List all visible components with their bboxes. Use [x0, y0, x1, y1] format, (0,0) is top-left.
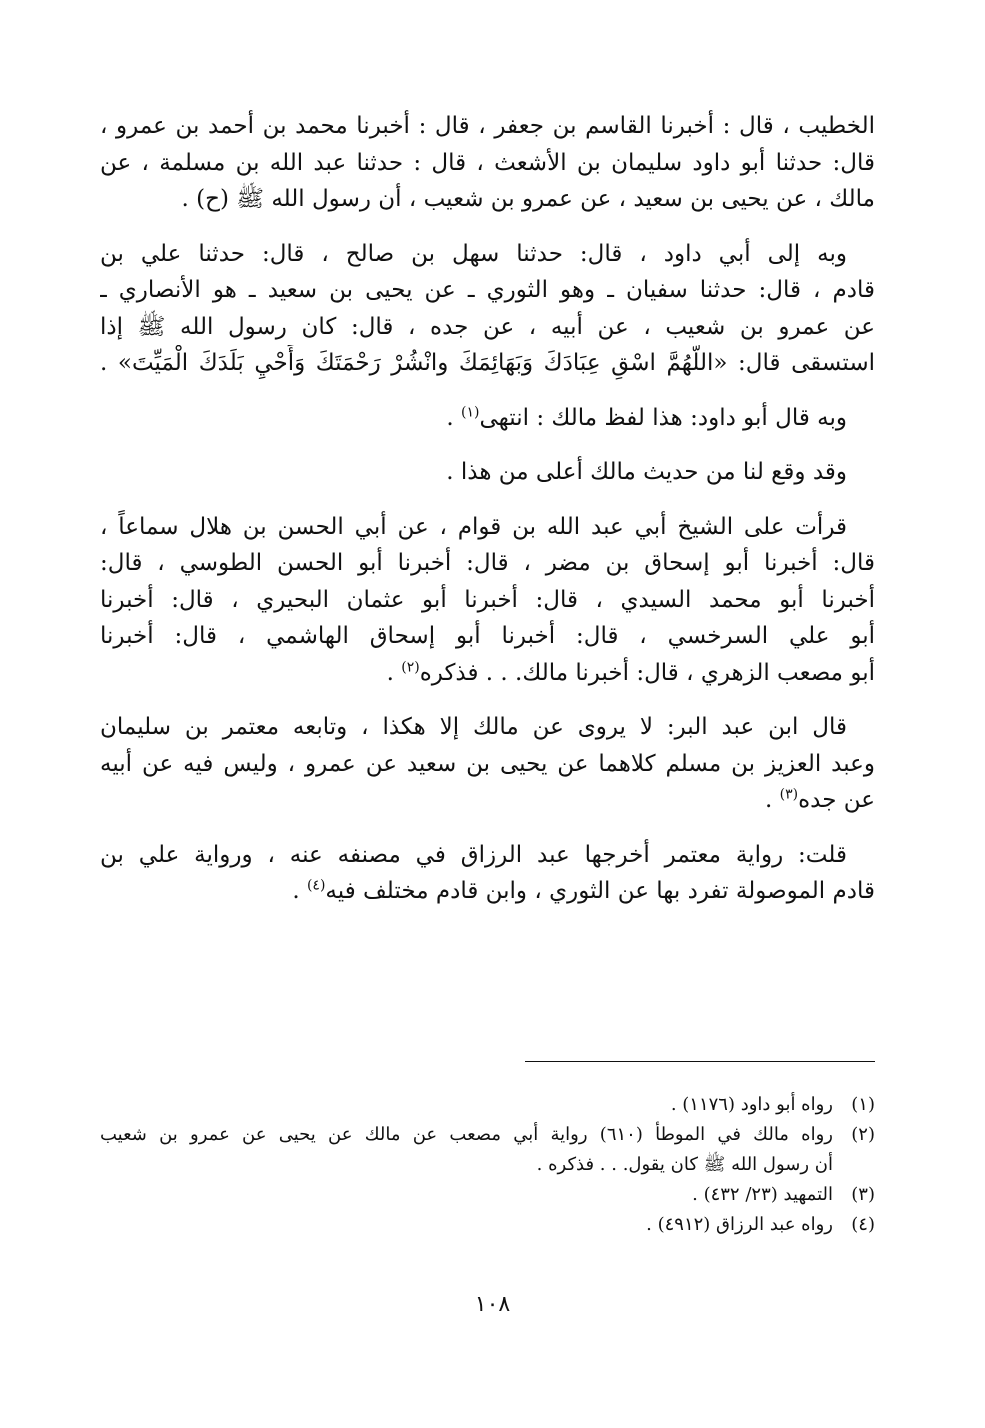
footnote-separator [525, 1061, 875, 1062]
text-line: عن عمرو بن شعيب ، عن أبيه ، عن جده ، قال: كان رسول الله ﷺ إذا [100, 313, 875, 340]
text-line: وعبد العزيز بن مسلم كلاهما عن يحيى بن سعيد عن عمرو ، وليس فيه عن أبيه [100, 750, 875, 777]
footnote-text [100, 1120, 833, 1180]
line-tail: . [446, 404, 462, 431]
footnote-ref-2: (٢) [401, 658, 420, 675]
text-line: قادم ، قال: حدثنا سفيان ـ وهو الثوري ـ عن يحيى بن سعيد ـ هو الأنصاري ـ [100, 277, 875, 303]
footnote-item [100, 1090, 875, 1120]
text-line: قلت: رواية معتمر أخرجها عبد الرزاق في مصنفه عنه ، ورواية علي بن [100, 841, 847, 868]
text-line: أخبرنا أبو محمد السيدي ، قال: أخبرنا أبو عثمان البحيري ، قال: أخبرنا [100, 586, 875, 613]
footnote-item [100, 1180, 875, 1210]
footnote-number: (٢) [851, 1124, 875, 1145]
footnote-line: رواه مالك في الموطأ (٦١٠) رواية أبي مصعب عن مالك عن يحيى عن عمرو بن شعيب [100, 1124, 833, 1145]
text-line-content: وبه قال أبو داود: هذا لفظ مالك : انتهى [479, 404, 847, 431]
line-tail: . [386, 659, 402, 686]
main-text [100, 108, 875, 928]
footnote-item [100, 1120, 875, 1180]
footnote-number: (٤) [851, 1214, 875, 1235]
footnotes [100, 1090, 875, 1240]
text-line [100, 400, 875, 437]
paragraph-4 [100, 454, 875, 491]
text-line-content: عن جده [798, 787, 875, 813]
text-line-content: قادم الموصولة تفرد بها عن الثوري ، وابن قادم مختلف فيه [325, 878, 875, 904]
text-line: وقد وقع لنا من حديث مالك أعلى من هذا . [446, 459, 847, 485]
paragraph-6 [100, 709, 875, 819]
footnote-line: رواه عبد الرزاق (٤٩١٢) . [646, 1214, 833, 1235]
text-line: أبو علي السرخسي ، قال: أخبرنا أبو إسحاق الهاشمي ، قال: أخبرنا [100, 623, 875, 649]
text-line-content: أبو مصعب الزهري ، قال: أخبرنا مالك. . . فذكره [419, 659, 875, 686]
footnote-text [100, 1210, 833, 1240]
footnote-number: (١) [851, 1094, 875, 1115]
text-line [100, 655, 875, 692]
paragraph-5 [100, 509, 875, 692]
page-number: ١٠٨ [474, 1292, 511, 1317]
text-line: وبه إلى أبي داود ، قال: حدثنا سهل بن صالح ، قال: حدثنا علي بن [100, 240, 847, 267]
line-tail: . [292, 878, 307, 904]
paragraph-1 [100, 108, 875, 218]
footnote-line: التمهيد (٢٣/ ٤٣٢) . [692, 1184, 833, 1205]
text-line: استسقى قال: «اللَّهُمَّ اسْقِ عِبَادَكَ وَبَهَائِمَكَ وانْشُرْ رَحْمَتَكَ وَأَحْيِ بَلَدَكَ الْمَيِّتَ» . [100, 350, 875, 376]
footnote-ref-3: (٣) [779, 786, 799, 803]
line-tail: . [765, 787, 780, 813]
footnote-line: رواه أبو داود (١١٧٦) . [670, 1094, 833, 1115]
footnote-text [100, 1090, 833, 1120]
text-line: قرأت على الشيخ أبي عبد الله بن قوام ، عن أبي الحسن بن هلال سماعاً ، [100, 513, 847, 540]
text-line: الخطيب ، قال : أخبرنا القاسم بن جعفر ، قال : أخبرنا محمد بن أحمد بن عمرو ، [100, 113, 875, 139]
footnote-text [100, 1180, 833, 1210]
footnote-ref-4: (٤) [306, 877, 326, 894]
text-line: مالك ، عن يحيى بن سعيد ، عن عمرو بن شعيب ، أن رسول الله ﷺ (ح) . [181, 186, 875, 212]
text-line: قال: أخبرنا أبو إسحاق بن مضر ، قال: أخبرنا أبو الحسن الطوسي ، قال: [100, 550, 875, 576]
footnote-ref-1: (١) [461, 403, 480, 420]
text-line [100, 873, 875, 910]
paragraph-3 [100, 400, 875, 437]
text-line: قال: حدثنا أبو داود سليمان بن الأشعث ، قال : حدثنا عبد الله بن مسلمة ، عن [100, 149, 875, 176]
text-line [100, 782, 875, 819]
footnote-number: (٣) [851, 1184, 875, 1205]
footnote-line: أن رسول الله ﷺ كان يقول. . . فذكره . [536, 1154, 833, 1175]
footnote-item [100, 1210, 875, 1240]
paragraph-2 [100, 236, 875, 382]
paragraph-7 [100, 837, 875, 910]
text-line: قال ابن عبد البر: لا يروى عن مالك إلا هكذا ، وتابعه معتمر بن سليمان [100, 714, 847, 740]
